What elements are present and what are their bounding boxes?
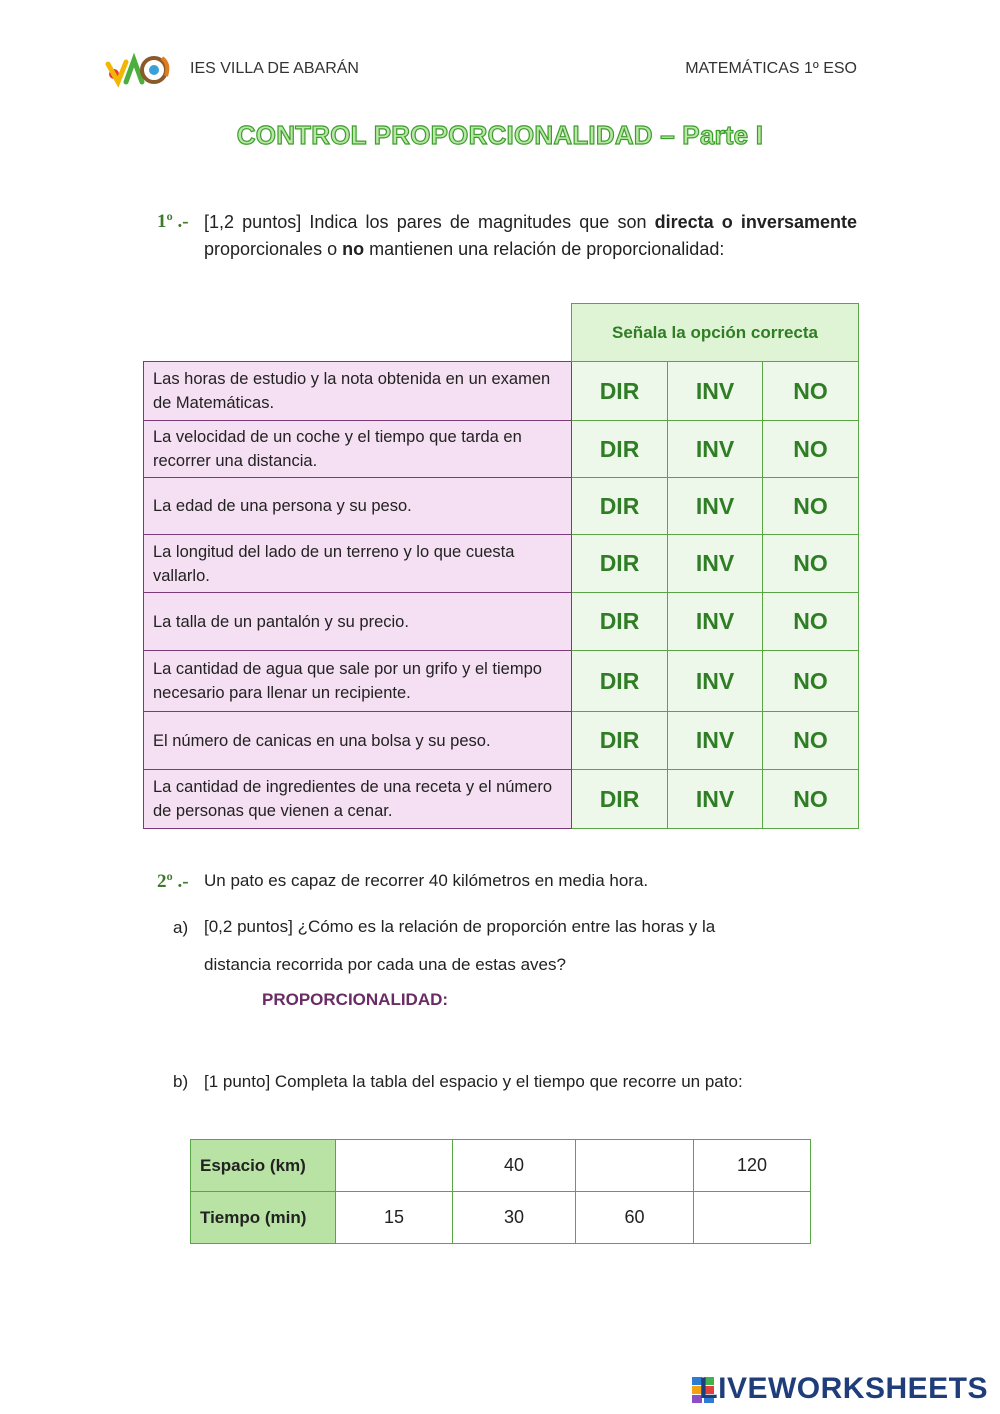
space-cell-2: 40 xyxy=(453,1140,576,1192)
table-header: Señala la opción correcta xyxy=(572,304,859,362)
option-no-button[interactable]: NO xyxy=(763,362,859,421)
subject-name: MATEMÁTICAS 1º ESO xyxy=(685,60,857,77)
question-2-number: 2º .- xyxy=(157,871,189,892)
statement-cell: La velocidad de un coche y el tiempo que tarda en recorrer una distancia. xyxy=(144,421,572,478)
question-1-text: [1,2 puntos] Indica los pares de magnitudes que son directa o inversamente proporcionales o no mantienen una relación de proporcionalidad: xyxy=(204,212,857,259)
option-dir-button[interactable]: DIR xyxy=(572,478,668,535)
statement-cell: La cantidad de ingredientes de una receta y el número de personas que vienen a cenar. xyxy=(144,770,572,829)
space-cell-4: 120 xyxy=(694,1140,811,1192)
school-name: IES VILLA DE ABARÁN xyxy=(190,60,359,77)
option-no-button[interactable]: NO xyxy=(763,712,859,770)
part-b-text: [1 punto] Completa la tabla del espacio y el tiempo que recorre un pato: xyxy=(204,1072,743,1091)
option-dir-button[interactable]: DIR xyxy=(572,651,668,712)
option-dir-button[interactable]: DIR xyxy=(572,593,668,651)
option-no-button[interactable]: NO xyxy=(763,770,859,829)
row-label-time: Tiempo (min) xyxy=(191,1192,336,1244)
question-2-text: Un pato es capaz de recorrer 40 kilómetros en media hora. xyxy=(204,871,649,890)
option-dir-button[interactable]: DIR xyxy=(572,421,668,478)
statement-cell: La longitud del lado de un terreno y lo que cuesta vallarlo. xyxy=(144,535,572,593)
time-cell-4[interactable] xyxy=(694,1192,811,1244)
option-inv-button[interactable]: INV xyxy=(668,535,763,593)
school-logo-icon xyxy=(104,52,174,90)
option-no-button[interactable]: NO xyxy=(763,593,859,651)
option-inv-button[interactable]: INV xyxy=(668,770,763,829)
option-inv-button[interactable]: INV xyxy=(668,421,763,478)
liveworksheets-brand: LIVEWORKSHEETS xyxy=(699,1372,988,1405)
time-cell-2: 30 xyxy=(453,1192,576,1244)
option-no-button[interactable]: NO xyxy=(763,535,859,593)
option-dir-button[interactable]: DIR xyxy=(572,535,668,593)
option-dir-button[interactable]: DIR xyxy=(572,712,668,770)
answer-label: PROPORCIONALIDAD: xyxy=(262,990,449,1009)
space-cell-3[interactable] xyxy=(576,1140,694,1192)
row-label-space: Espacio (km) xyxy=(191,1140,336,1192)
time-cell-3: 60 xyxy=(576,1192,694,1244)
option-inv-button[interactable]: INV xyxy=(668,593,763,651)
table-corner xyxy=(144,304,572,362)
option-inv-button[interactable]: INV xyxy=(668,362,763,421)
option-dir-button[interactable]: DIR xyxy=(572,770,668,829)
statement-cell: El número de canicas en una bolsa y su peso. xyxy=(144,712,572,770)
question-1-number: 1º .- xyxy=(157,211,189,232)
part-b-label: b) xyxy=(173,1072,189,1091)
statement-cell: Las horas de estudio y la nota obtenida en un examen de Matemáticas. xyxy=(144,362,572,421)
statement-cell: La talla de un pantalón y su precio. xyxy=(144,593,572,651)
option-dir-button[interactable]: DIR xyxy=(572,362,668,421)
option-inv-button[interactable]: INV xyxy=(668,712,763,770)
option-no-button[interactable]: NO xyxy=(763,651,859,712)
option-no-button[interactable]: NO xyxy=(763,421,859,478)
time-cell-1: 15 xyxy=(336,1192,453,1244)
space-cell-1[interactable] xyxy=(336,1140,453,1192)
option-no-button[interactable]: NO xyxy=(763,478,859,535)
part-a-label: a) xyxy=(173,918,189,937)
option-inv-button[interactable]: INV xyxy=(668,651,763,712)
option-inv-button[interactable]: INV xyxy=(668,478,763,535)
speed-table xyxy=(190,1139,811,1244)
part-a-text-line-2: distancia recorrida por cada una de estas aves? xyxy=(204,955,566,974)
statement-cell: La edad de una persona y su peso. xyxy=(144,478,572,535)
statement-cell: La cantidad de agua que sale por un grifo y el tiempo necesario para llenar un recipiente. xyxy=(144,651,572,712)
part-a-text-line-1: [0,2 puntos] ¿Cómo es la relación de proporción entre las horas y la xyxy=(204,917,716,936)
page-title: CONTROL PROPORCIONALIDAD – Parte I xyxy=(236,120,764,150)
proportionality-table xyxy=(143,303,859,829)
